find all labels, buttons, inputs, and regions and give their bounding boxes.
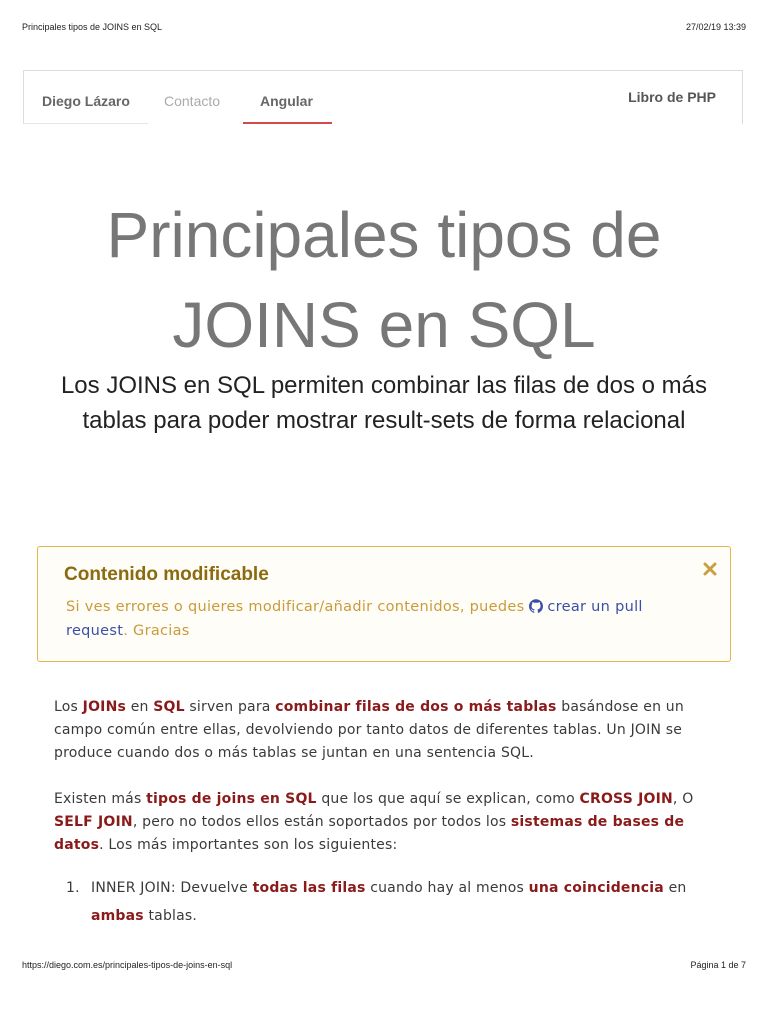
print-footer xyxy=(22,960,746,970)
p2-text-5: . Los más importantes son los siguientes: xyxy=(99,837,398,853)
list-item-number: 1. xyxy=(66,880,80,896)
print-doc-title: Principales tipos de JOINS en SQL xyxy=(22,22,163,32)
nav-contact-link[interactable]: Contacto xyxy=(164,93,221,109)
p2-highlight-db-systems: sistemas de bases de datos xyxy=(54,814,685,853)
li-text-1: INNER JOIN: Devuelve xyxy=(91,880,253,896)
p2-text-2: que los que aquí se explican, como xyxy=(316,791,580,807)
print-datetime: 27/02/19 13:39 xyxy=(685,22,746,32)
navbar xyxy=(23,70,743,124)
li-text-4: tablas. xyxy=(143,908,198,924)
nav-angular-link[interactable]: Angular xyxy=(260,93,313,109)
p2-text-3: , O xyxy=(672,791,694,807)
nav-book-link[interactable]: Libro de PHP xyxy=(628,89,716,105)
li-highlight-match: una coincidencia xyxy=(528,880,664,896)
alert-text: Si ves errores o quieres modificar/añadir contenidos, puedes xyxy=(66,599,525,615)
alert-body xyxy=(66,595,686,643)
li-highlight-all-rows: todas las filas xyxy=(252,880,366,896)
p2-highlight-self-join: SELF JOIN xyxy=(54,814,133,830)
p2-highlight-cross-join: CROSS JOIN xyxy=(579,791,673,807)
page-title-line1: Principales tipos de xyxy=(106,199,662,271)
p1-text-3: sirven para xyxy=(184,699,276,715)
list-item-text xyxy=(91,874,718,930)
page-subtitle: Los JOINS en SQL permiten combinar las filas de dos o más tablas para poder mostrar result-sets de forma relacional xyxy=(60,372,708,434)
types-paragraph xyxy=(54,788,718,857)
alert-end-text: . Gracias xyxy=(123,623,190,639)
p1-text-1: Los xyxy=(54,699,83,715)
p1-highlight-joins: JOINs xyxy=(82,699,127,715)
print-page-number: Página 1 de 7 xyxy=(690,960,746,970)
li-highlight-both: ambas xyxy=(91,908,144,924)
close-icon[interactable] xyxy=(702,561,718,577)
nav-divider xyxy=(23,123,148,124)
li-text-2: cuando hay al menos xyxy=(365,880,529,896)
p1-text-4: basándose en un campo común entre ellas, devolviendo por tanto datos de diferentes tablas. Un JOIN se produce cuando dos o más tablas se juntan en una sentencia SQL. xyxy=(54,699,684,761)
page-title-line2: JOINS en SQL xyxy=(172,289,596,361)
list-item xyxy=(54,874,718,930)
join-types-list xyxy=(54,874,718,930)
github-icon xyxy=(529,599,543,613)
intro-paragraph xyxy=(54,696,718,765)
print-url: https://diego.com.es/principales-tipos-de-joins-en-sql xyxy=(22,960,233,970)
nav-active-indicator xyxy=(243,122,332,124)
p1-highlight-sql: SQL xyxy=(153,699,185,715)
nav-brand-link[interactable]: Diego Lázaro xyxy=(42,93,130,109)
print-header xyxy=(22,22,746,32)
p1-text-2: en xyxy=(126,699,154,715)
p2-text-1: Existen más xyxy=(54,791,147,807)
alert-title: Contenido modificable xyxy=(64,564,269,585)
editable-content-alert xyxy=(37,546,731,662)
p2-text-4: , pero no todos ellos están soportados por todos los xyxy=(132,814,511,830)
pull-request-link[interactable]: crear un pull request xyxy=(66,599,643,639)
page-title xyxy=(40,190,728,370)
li-text-3: en xyxy=(663,880,687,896)
p1-highlight-combine: combinar filas de dos o más tablas xyxy=(275,699,557,715)
p2-highlight-types: tipos de joins en SQL xyxy=(146,791,317,807)
